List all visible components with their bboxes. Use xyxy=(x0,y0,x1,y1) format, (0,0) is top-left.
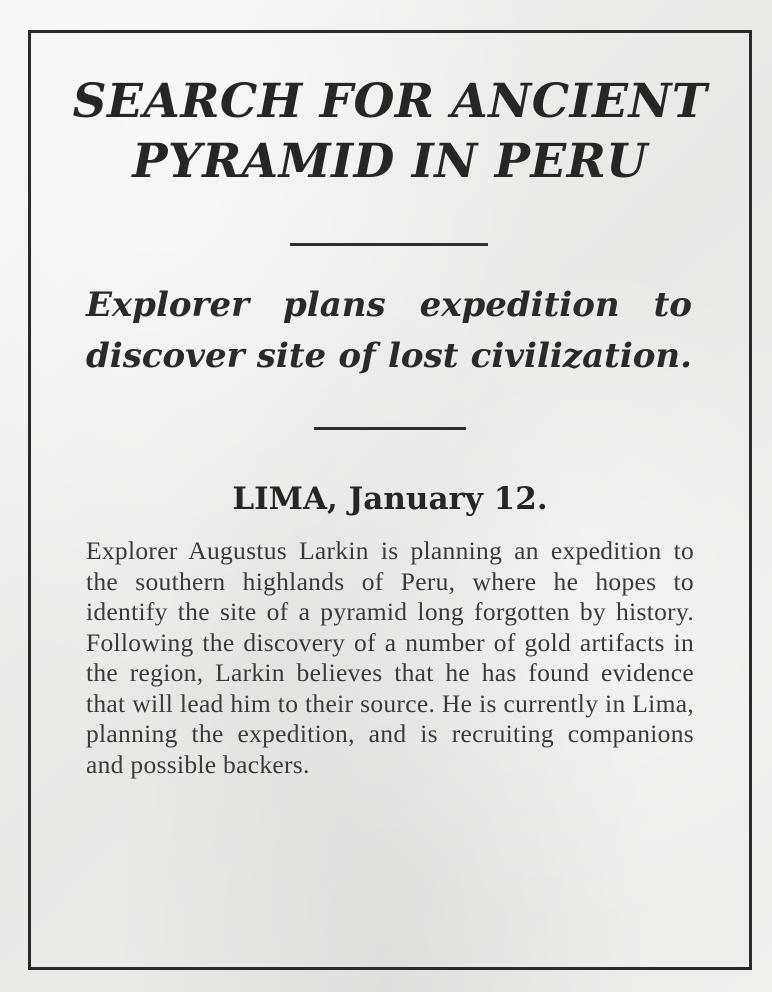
headline-line-2: PYRAMID IN PERU xyxy=(132,134,648,189)
article-body: Explorer Augustus Larkin is planning an expedition to the southern highlands of Peru, where he hopes to identify the site of a pyramid long forgotten by history. Following the discovery of a number of gold artifacts in the region, Larkin believes that he has found evidence that will lead him to their source. He is currently in Lima, planning the expedition, and is recruiting companions and possible backers. xyxy=(86,536,694,779)
divider-rule-top xyxy=(290,243,488,246)
headline xyxy=(40,72,740,192)
divider-rule-bottom xyxy=(314,427,466,430)
headline-line-1: SEARCH FOR ANCIENT xyxy=(72,74,708,129)
dateline: LIMA, January 12. xyxy=(232,481,548,517)
subheading: Explorer plans expedition to discover site of lost civilization. xyxy=(86,285,692,376)
